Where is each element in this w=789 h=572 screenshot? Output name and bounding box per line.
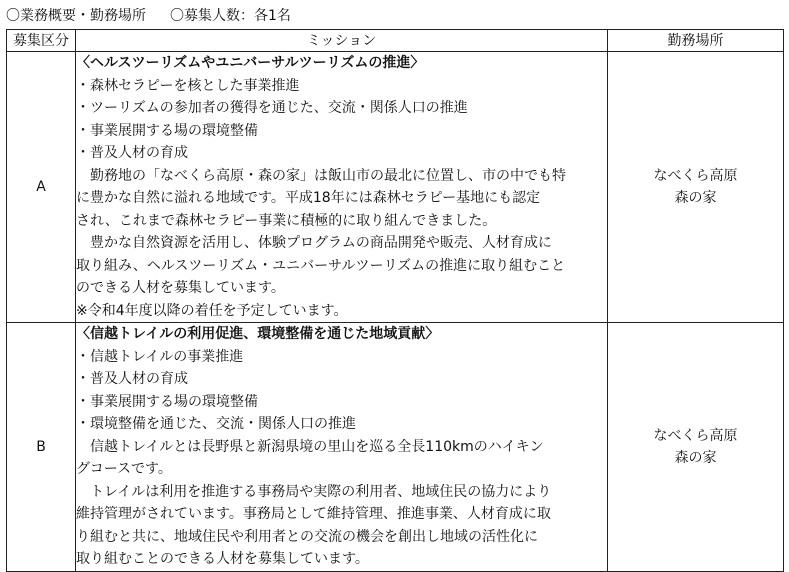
mission-line: 取り組むことのできる人材を募集しています。 [76, 551, 369, 567]
mission-line: に豊かな自然に溢れる地域です。平成18年には森林セラピー基地にも認定 [76, 190, 541, 206]
mission-line: ・ツーリズムの参加者の獲得を通じた、交流・関係人口の推進 [76, 100, 468, 116]
mission-table [6, 29, 784, 572]
overview-heading: 〇業務概要・勤務場所 [6, 8, 146, 24]
mission-line: ・普及人材の育成 [76, 371, 188, 387]
header-location: 勤務場所 [608, 30, 784, 52]
table-row-a [7, 52, 784, 323]
mission-cell [76, 52, 608, 323]
mission-line: ・事業展開する場の環境整備 [76, 393, 258, 410]
mission-title: 〈ヘルスツーリズムやユニバーサルツーリズムの推進〉 [76, 55, 425, 71]
mission-line: 維持管理がされています。事務局として維持管理、推進事業、人材育成に取 [76, 506, 551, 522]
header-mission: ミッション [76, 30, 608, 52]
mission-line: 勤務地の「なべくら高原・森の家」は飯山市の最北に位置し、市の中でも特 [76, 167, 566, 184]
mission-line: のできる人材を募集しています。 [76, 280, 285, 296]
mission-line: ・普及人材の育成 [76, 145, 188, 161]
mission-line: トレイルは利用を推進する事務局や実際の利用者、地域住民の協力により [76, 483, 552, 500]
table-row-b [7, 323, 784, 572]
location-line: 森の家 [674, 190, 717, 206]
recruit-count-heading: 〇募集人数：各1名 [170, 8, 291, 24]
mission-line: ・事業展開する場の環境整備 [76, 122, 258, 139]
category-cell: A [7, 52, 76, 323]
mission-line: され、これまで森林セラピー事業に積極的に取り組んできました。 [76, 212, 497, 229]
location-line: なべくら高原 [653, 168, 738, 184]
mission-line: ・森林セラピーを核とした事業推進 [76, 77, 300, 94]
location-cell [608, 52, 784, 323]
mission-line: ・環境整備を通じた、交流・関係人口の推進 [76, 416, 356, 432]
table-header-row [7, 30, 784, 52]
header-category: 募集区分 [7, 30, 76, 52]
mission-line: り組むと共に、地域住民や利用者との交流の機会を創出し地域の活性化に [76, 528, 538, 545]
mission-line: ・信越トレイルの事業推進 [76, 348, 244, 365]
mission-line: グコースです。 [76, 461, 172, 477]
mission-line: 取り組み、ヘルスツーリズム・ユニバーサルツーリズムの推進に取り組むこと [76, 257, 566, 274]
location-line: なべくら高原 [653, 427, 738, 444]
mission-line: 信越トレイルとは長野県と新潟県境の里山を巡る全長110kmのハイキン [76, 438, 544, 455]
location-cell [608, 323, 784, 572]
mission-line: ※令和4年度以降の着任を予定しています。 [76, 302, 348, 319]
mission-cell [76, 323, 608, 572]
page-heading [6, 5, 291, 27]
mission-title: 〈信越トレイルの利用促進、環境整備を通じた地域貢献〉 [76, 326, 440, 342]
location-line: 森の家 [674, 449, 717, 466]
mission-line: 豊かな自然資源を活用し、体験プログラムの商品開発や販売、人材育成に [76, 235, 552, 251]
category-cell: B [7, 323, 76, 572]
